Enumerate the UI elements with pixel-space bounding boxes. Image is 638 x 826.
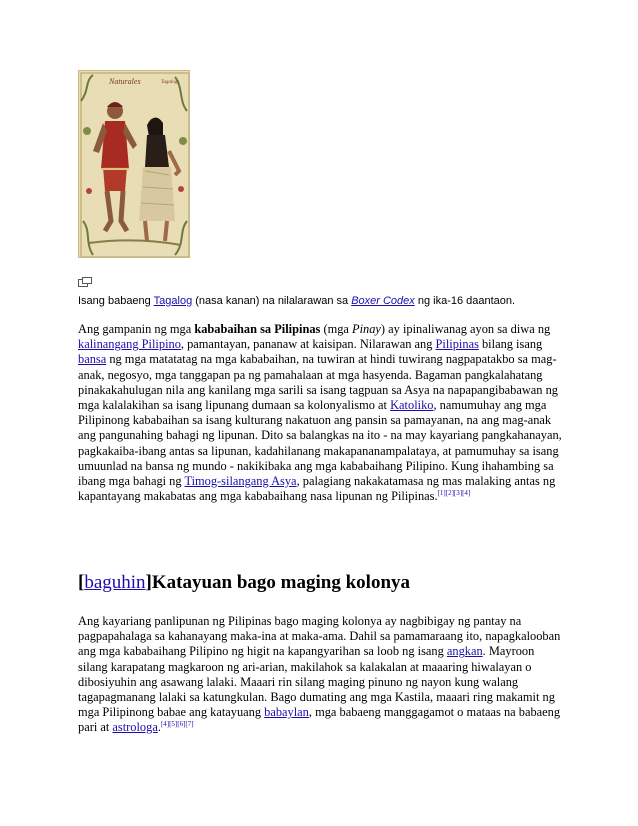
- link-astrologa[interactable]: astrologa: [112, 720, 158, 735]
- caption-text: (nasa kanan) na nilalarawan sa: [192, 295, 352, 307]
- paragraph-text: bilang isang: [478, 337, 543, 352]
- link-timog-silangang-asya[interactable]: Timog-silangang Asya: [184, 474, 297, 489]
- figure-label: Naturales: [109, 77, 141, 86]
- intro-paragraph: [78, 322, 564, 504]
- bold-term: kababaihan sa Pilipinas: [194, 322, 321, 336]
- link-angkan[interactable]: angkan: [446, 644, 483, 659]
- section-title: Katayuan bago maging kolonya: [151, 572, 411, 593]
- link-babaylan[interactable]: babaylan: [264, 705, 309, 720]
- caption-text: ng ika-16 daantaon.: [414, 295, 516, 307]
- paragraph-text: , palagiang nakakatamasa ng mas malaking antas ng kapantayang makabatas ang mga kababaihang nasa lipunan ng Pilipinas.: [78, 474, 556, 504]
- link-boxer-codex[interactable]: [351, 295, 415, 307]
- link-katoliko[interactable]: Katoliko: [390, 398, 434, 413]
- bracket: [: [78, 572, 85, 593]
- reference-links[interactable]: [4][5][6][7]: [160, 720, 194, 729]
- boxer-codex-illustration[interactable]: [78, 70, 190, 258]
- link-tagalog[interactable]: Tagalog: [153, 295, 193, 307]
- bracket: ]: [145, 572, 152, 593]
- paragraph-text: , pamantayan, pananaw at kaisipan. Nilarawan ang: [180, 337, 436, 352]
- paragraph-text: ) ay ipinaliwanag ayon sa diwa ng: [380, 322, 551, 336]
- reference-links[interactable]: [1][2][3][4]: [437, 489, 471, 498]
- paragraph-text: ng mga matatatag na mga kababaihan, na tuwiran at hindi tuwirang nagpapatakbo sa mag-anak, negosyo, mga tanggapan pa ng pamahalaan at mga hasyenda. Bagaman pangkalahatang pinakakahulugan nila ang kanilang mga sarili sa isang tagpuan sa Asya na napapangibabawan ng mga kalalakihan sa isang lipunang dumaan sa kolonyalismo at: [78, 352, 558, 413]
- edit-section-link[interactable]: baguhin: [84, 572, 146, 593]
- tagalog-couple-image: [79, 71, 190, 258]
- section-heading: [78, 572, 410, 594]
- section-paragraph: [78, 614, 564, 736]
- paragraph-text: (mga: [320, 322, 353, 336]
- paragraph-text: , namumuhay ang mga Pilipinong kababaihan sa isang kulturang nakatuon ang pansin sa pamayanan, na ang mag-anak ang pangunahing bahagi ng lipunan. Dito sa balangkas na ito - na may kayariang pangkahanayan, pagkakaiba-ibang antas sa lipunan, kadahilanang makapananampalataya, at pamumuhay sa isang umuunlad na bansa ng mundo - nakikibaka ang mga kababaihang Pilipino. Kung ihahambing sa ibang mga bahagi ng: [78, 398, 562, 489]
- figure-signature: Tagalogs: [161, 80, 180, 85]
- paragraph-text: . Mayroon silang karapatang magkaroon ng ari-arian, makilahok sa kalakalan at maaaring hiwalayan o dibosiyuhin ang asawang lalaki. Maaari rin silang maging pinuno ng nayon kung walang tagapagmanang lalaki sa katungkulan. Bago dumating ang mga Kastila, maaari ring makamit ng mga Pilipinong babae ang katayuang: [78, 644, 555, 720]
- link-pilipinas[interactable]: Pilipinas: [435, 337, 479, 352]
- link-bansa[interactable]: bansa: [78, 352, 107, 367]
- caption-text: Isang babaeng: [78, 295, 154, 307]
- link-boxer-codex-text: Boxer Codex: [351, 295, 415, 307]
- paragraph-text: , mga babaeng manggagamot o mataas na babaeng pari at: [78, 705, 561, 735]
- paragraph-text: Ang gampanin ng mga: [78, 322, 195, 336]
- italic-term: Pinay: [352, 322, 381, 336]
- paragraph-text: Ang kayariang panlipunan ng Pilipinas bago maging kolonya ay nagbibigay ng pantay na pagpapahalaga sa kahanayang maka-ina at maka-ama. Dahil sa pamamaraang ito, napagkalooban ang mga kababaihang Pilipino ng higit na kapangyarihan sa loob ng isang: [78, 614, 561, 659]
- link-kalinangang-pilipino[interactable]: kalinangang Pilipino: [78, 337, 181, 352]
- paragraph-text: .: [157, 720, 161, 735]
- image-caption: [78, 294, 598, 308]
- enlarge-icon[interactable]: [78, 274, 92, 284]
